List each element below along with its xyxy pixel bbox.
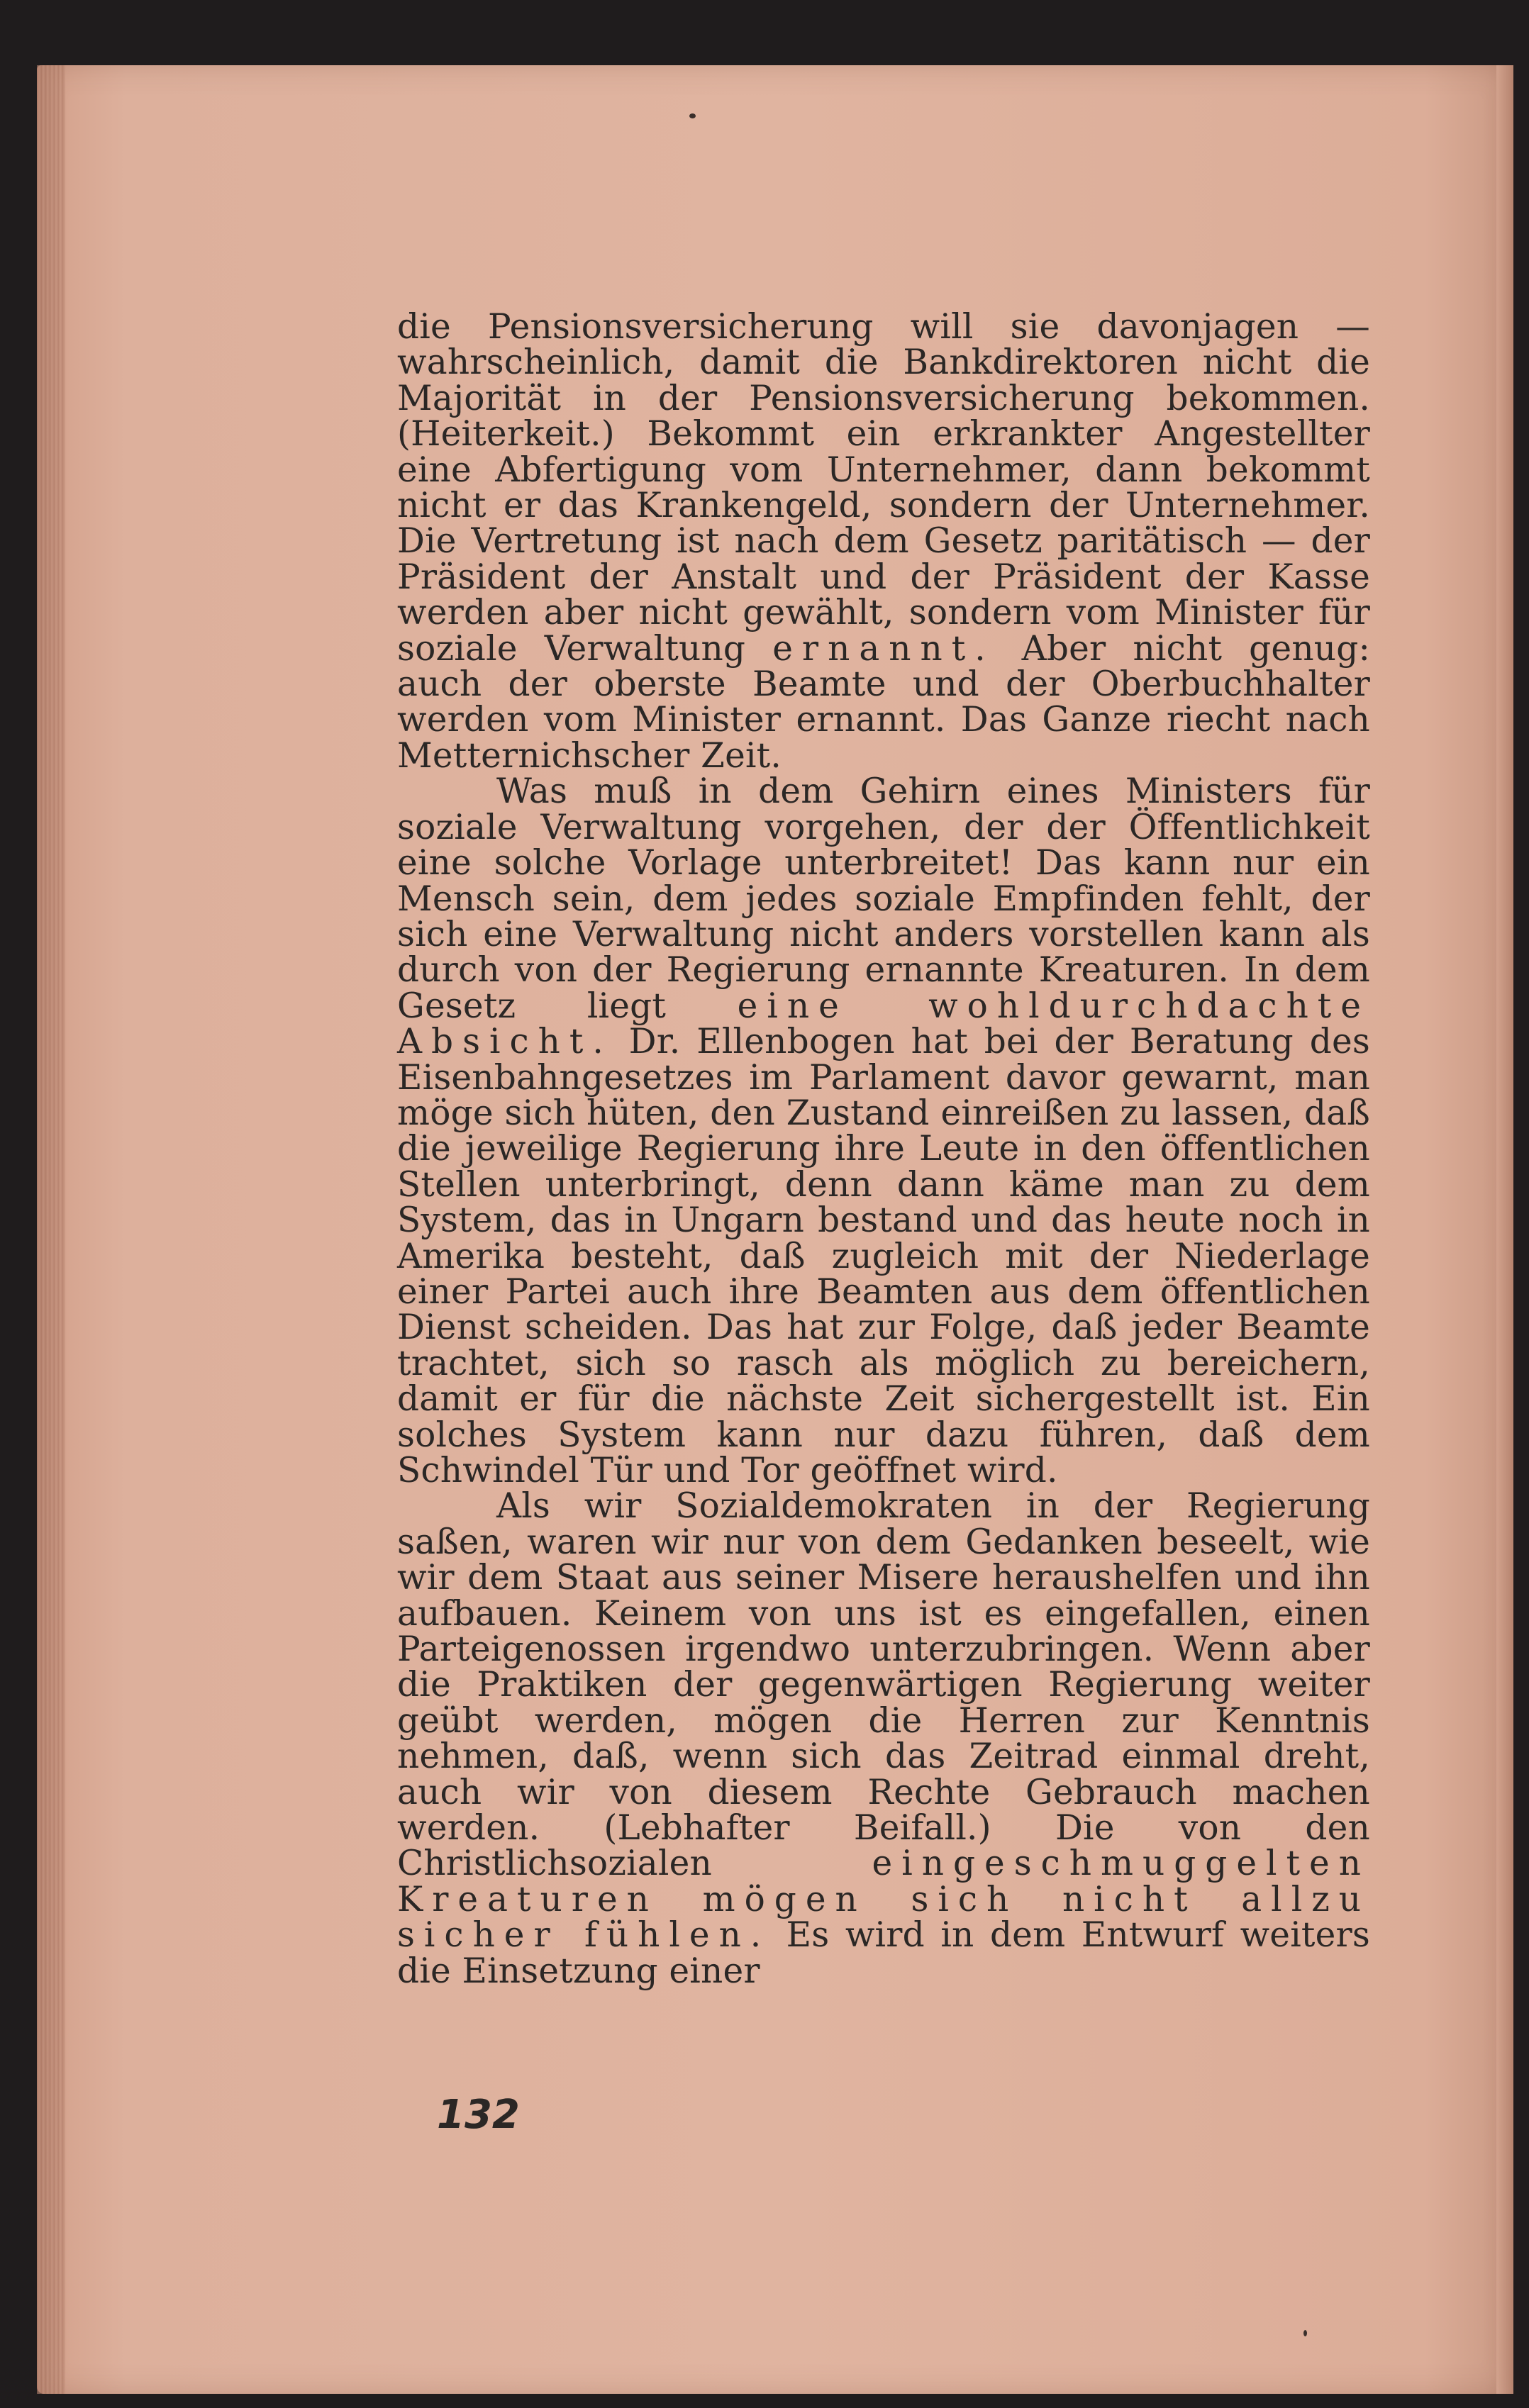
emphasized-spaced-text: eingeschmuggelten Kreaturen mögen sich nicht allzu sicher fühlen.	[397, 1844, 1370, 1956]
text-segment: Dr. Ellenbogen hat bei der Beratung des Eisenbahngesetzes im Parlament davor gewarnt, man möge sich hüten, den Zustand einreißen zu lassen, daß die jeweilige Regierung ihre Leute in den öffentlichen Stellen unterbringt, denn dann käme man zu dem System, das in Ungarn bestand und das heute noch in Amerika besteht, daß zugleich mit der Niederlage einer Partei auch ihre Beamten aus dem öffentlichen Dienst scheiden. Das hat zur Folge, daß jeder Beamte trachtet, sich so rasch als möglich zu bereichern, damit er für die nächste Zeit sichergestellt ist. Ein solches System kann nur dazu führen, daß dem Schwindel Tür und Tor geöffnet wird.	[397, 1022, 1370, 1490]
paragraph	[397, 309, 1370, 774]
emphasized-spaced-text: eine wohldurchdachte Absicht.	[397, 986, 1370, 1062]
page-number: 132	[437, 2092, 520, 2138]
page-stack-edge-left	[37, 65, 65, 2394]
emphasized-spaced-text: ernannt.	[772, 628, 995, 669]
paragraph	[397, 1488, 1370, 1989]
text-segment: Was muß in dem Gehirn eines Ministers für soziale Verwaltung vorgehen, der der Öffentlichkeit eine solche Vorlage unterbreitet! Das kann nur ein Mensch sein, dem jedes soziale Empfinden fehlt, der sich eine Verwaltung nicht anders vorstellen kann als durch von der Regierung ernannte Kreaturen. In dem Gesetz liegt	[397, 771, 1370, 1026]
ink-speck	[689, 113, 696, 118]
text-segment: Es wird in dem Entwurf weiters die Einsetzung einer	[397, 1915, 1370, 1991]
paragraph	[397, 771, 1370, 1490]
text-segment: Als wir Sozialdemokraten in der Regierung saßen, waren wir nur von dem Gedanken beseelt, wie wir dem Staat aus seiner Misere heraushelfen und ihn aufbauen. Keinem von uns ist es eingefallen, einen Parteigenossen irgendwo unterzubringen. Wenn aber die Praktiken der gegenwärtigen Regierung weiter geübt werden, mögen die Herren zur Kenntnis nehmen, daß, wenn sich das Zeitrad einmal dreht, auch wir von diesem Rechte Gebrauch machen werden. (Lebhafter Beifall.) Die von den Christlichsozialen	[397, 1486, 1370, 1884]
ink-speck	[1303, 2330, 1307, 2336]
page-stack-edge-right	[1496, 65, 1513, 2394]
body-text	[397, 309, 1370, 1989]
text-segment: die Pensionsversicherung will sie davonjagen — wahrscheinlich, damit die Bankdirektoren nicht die Majorität in der Pensionsversicherung bekommen. (Heiterkeit.) Bekommt ein erkrankter Angestellter eine Abfertigung vom Unternehmer, dann bekommt nicht er das Krankengeld, sondern der Unternehmer. Die Vertretung ist nach dem Gesetz paritätisch — der Präsident der Anstalt und der Präsident der Kasse werden aber nicht gewählt, sondern vom Minister für soziale Verwaltung	[397, 307, 1370, 669]
text-segment: Aber nicht genug: auch der oberste Beamte und der Oberbuchhalter werden vom Minister ernannt. Das Ganze riecht nach Metternichscher Zeit.	[397, 628, 1370, 776]
